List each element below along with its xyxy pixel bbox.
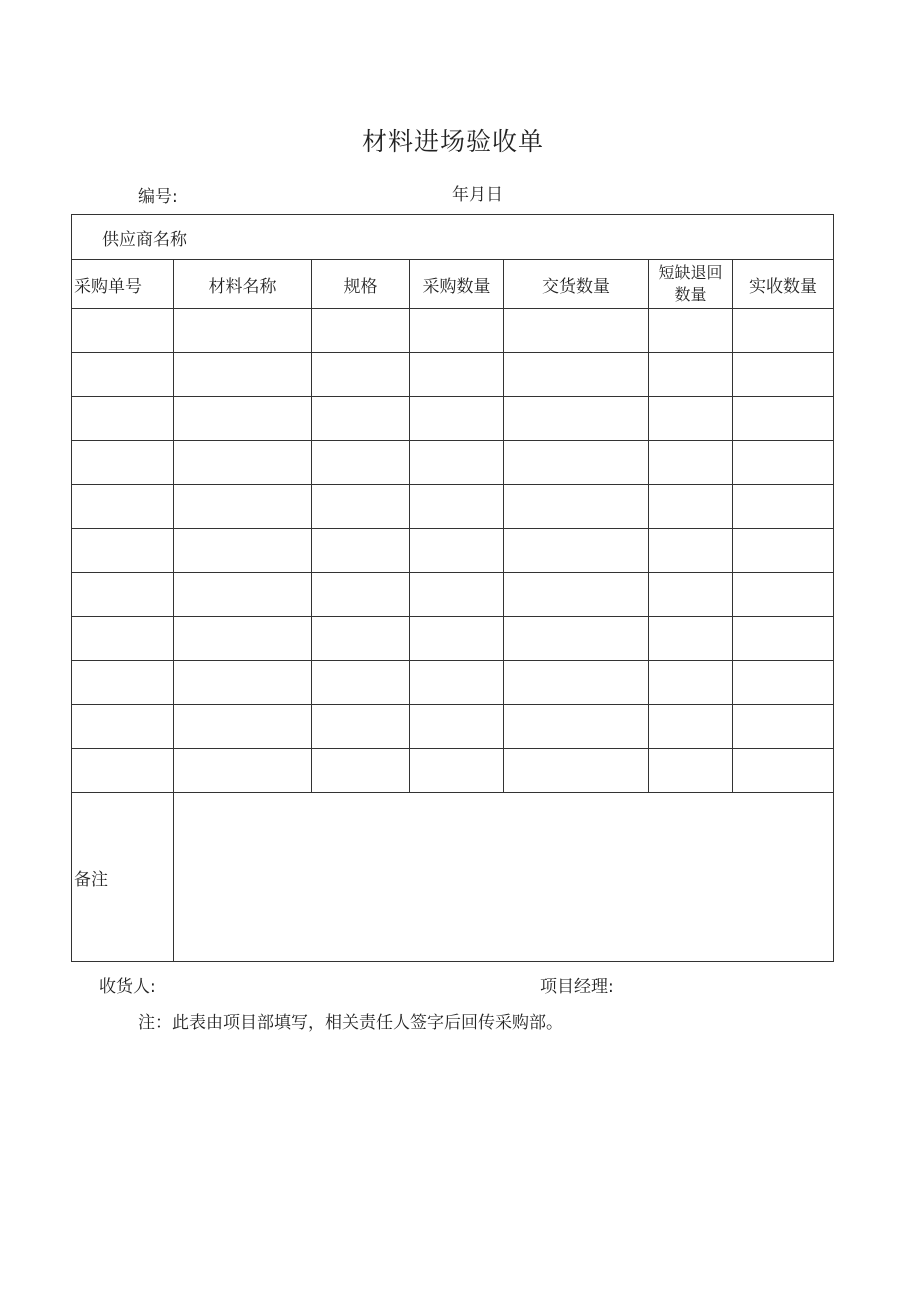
cell-po-number[interactable]: [72, 353, 174, 397]
cell-material-name[interactable]: [174, 705, 312, 749]
cell-purchase-qty[interactable]: [410, 529, 504, 573]
header-delivery-qty: 交货数量: [504, 260, 649, 309]
cell-received-qty[interactable]: [733, 573, 834, 617]
cell-specification[interactable]: [312, 353, 410, 397]
cell-specification[interactable]: [312, 573, 410, 617]
form-date-label: 年月日: [452, 185, 503, 205]
cell-po-number[interactable]: [72, 705, 174, 749]
receiver-signature-label: 收货人:: [99, 977, 156, 997]
cell-po-number[interactable]: [72, 661, 174, 705]
header-purchase-qty: 采购数量: [410, 260, 504, 309]
table-body: [72, 309, 834, 793]
table-row: [72, 485, 834, 529]
header-material-name: 材料名称: [174, 260, 312, 309]
cell-material-name[interactable]: [174, 309, 312, 353]
cell-shortage-return-qty[interactable]: [649, 441, 733, 485]
header-shortage-line2: 数量: [674, 285, 707, 304]
remarks-field[interactable]: [174, 793, 834, 962]
cell-shortage-return-qty[interactable]: [649, 749, 733, 793]
table-row: [72, 661, 834, 705]
form-title: 材料进场验收单: [361, 127, 544, 156]
cell-shortage-return-qty[interactable]: [649, 529, 733, 573]
cell-po-number[interactable]: [72, 573, 174, 617]
cell-material-name[interactable]: [174, 661, 312, 705]
cell-delivery-qty[interactable]: [504, 309, 649, 353]
cell-shortage-return-qty[interactable]: [649, 573, 733, 617]
cell-po-number[interactable]: [72, 485, 174, 529]
acceptance-table: [71, 214, 834, 962]
cell-purchase-qty[interactable]: [410, 617, 504, 661]
cell-received-qty[interactable]: [733, 485, 834, 529]
table-row: [72, 441, 834, 485]
form-number-label: 编号:: [138, 187, 178, 207]
cell-specification[interactable]: [312, 309, 410, 353]
cell-purchase-qty[interactable]: [410, 705, 504, 749]
header-received-qty: 实收数量: [733, 260, 834, 309]
project-manager-signature-label: 项目经理:: [540, 977, 614, 997]
cell-received-qty[interactable]: [733, 749, 834, 793]
cell-purchase-qty[interactable]: [410, 353, 504, 397]
supplier-row: [72, 215, 834, 260]
cell-delivery-qty[interactable]: [504, 573, 649, 617]
supplier-name-label: 供应商名称: [72, 215, 834, 260]
remarks-label: 备注: [72, 793, 174, 962]
header-specification: 规格: [312, 260, 410, 309]
cell-purchase-qty[interactable]: [410, 309, 504, 353]
header-shortage-return-qty: [649, 260, 733, 309]
table-row: [72, 705, 834, 749]
cell-received-qty[interactable]: [733, 441, 834, 485]
cell-purchase-qty[interactable]: [410, 661, 504, 705]
cell-received-qty[interactable]: [733, 529, 834, 573]
cell-purchase-qty[interactable]: [410, 397, 504, 441]
cell-delivery-qty[interactable]: [504, 661, 649, 705]
cell-shortage-return-qty[interactable]: [649, 661, 733, 705]
cell-purchase-qty[interactable]: [410, 573, 504, 617]
cell-specification[interactable]: [312, 441, 410, 485]
cell-po-number[interactable]: [72, 617, 174, 661]
table-row: [72, 573, 834, 617]
cell-shortage-return-qty[interactable]: [649, 485, 733, 529]
table-header-row: [72, 260, 834, 309]
cell-delivery-qty[interactable]: [504, 485, 649, 529]
cell-received-qty[interactable]: [733, 661, 834, 705]
cell-shortage-return-qty[interactable]: [649, 617, 733, 661]
cell-delivery-qty[interactable]: [504, 617, 649, 661]
cell-received-qty[interactable]: [733, 397, 834, 441]
cell-shortage-return-qty[interactable]: [649, 705, 733, 749]
cell-po-number[interactable]: [72, 749, 174, 793]
form-note: 注：此表由项目部填写，相关责任人签字后回传采购部。: [138, 1013, 563, 1033]
cell-po-number[interactable]: [72, 309, 174, 353]
table-row: [72, 353, 834, 397]
cell-material-name[interactable]: [174, 573, 312, 617]
cell-material-name[interactable]: [174, 749, 312, 793]
cell-material-name[interactable]: [174, 441, 312, 485]
cell-received-qty[interactable]: [733, 617, 834, 661]
cell-delivery-qty[interactable]: [504, 749, 649, 793]
table-row: [72, 749, 834, 793]
header-shortage-line1: 短缺退回: [658, 263, 723, 282]
table-row: [72, 529, 834, 573]
cell-material-name[interactable]: [174, 617, 312, 661]
remarks-row: [72, 793, 834, 962]
cell-purchase-qty[interactable]: [410, 485, 504, 529]
cell-received-qty[interactable]: [733, 353, 834, 397]
cell-specification[interactable]: [312, 749, 410, 793]
cell-po-number[interactable]: [72, 397, 174, 441]
cell-shortage-return-qty[interactable]: [649, 309, 733, 353]
cell-specification[interactable]: [312, 661, 410, 705]
header-po-number: 采购单号: [72, 260, 174, 309]
cell-delivery-qty[interactable]: [504, 705, 649, 749]
cell-shortage-return-qty[interactable]: [649, 397, 733, 441]
table-row: [72, 309, 834, 353]
cell-delivery-qty[interactable]: [504, 529, 649, 573]
cell-material-name[interactable]: [174, 397, 312, 441]
cell-material-name[interactable]: [174, 529, 312, 573]
cell-material-name[interactable]: [174, 353, 312, 397]
cell-purchase-qty[interactable]: [410, 749, 504, 793]
cell-specification[interactable]: [312, 485, 410, 529]
table-row: [72, 617, 834, 661]
table-row: [72, 397, 834, 441]
cell-delivery-qty[interactable]: [504, 441, 649, 485]
cell-delivery-qty[interactable]: [504, 353, 649, 397]
cell-purchase-qty[interactable]: [410, 441, 504, 485]
cell-po-number[interactable]: [72, 441, 174, 485]
cell-specification[interactable]: [312, 705, 410, 749]
cell-specification[interactable]: [312, 617, 410, 661]
cell-po-number[interactable]: [72, 529, 174, 573]
cell-received-qty[interactable]: [733, 705, 834, 749]
cell-delivery-qty[interactable]: [504, 397, 649, 441]
cell-specification[interactable]: [312, 397, 410, 441]
cell-material-name[interactable]: [174, 485, 312, 529]
cell-specification[interactable]: [312, 529, 410, 573]
cell-received-qty[interactable]: [733, 309, 834, 353]
cell-shortage-return-qty[interactable]: [649, 353, 733, 397]
